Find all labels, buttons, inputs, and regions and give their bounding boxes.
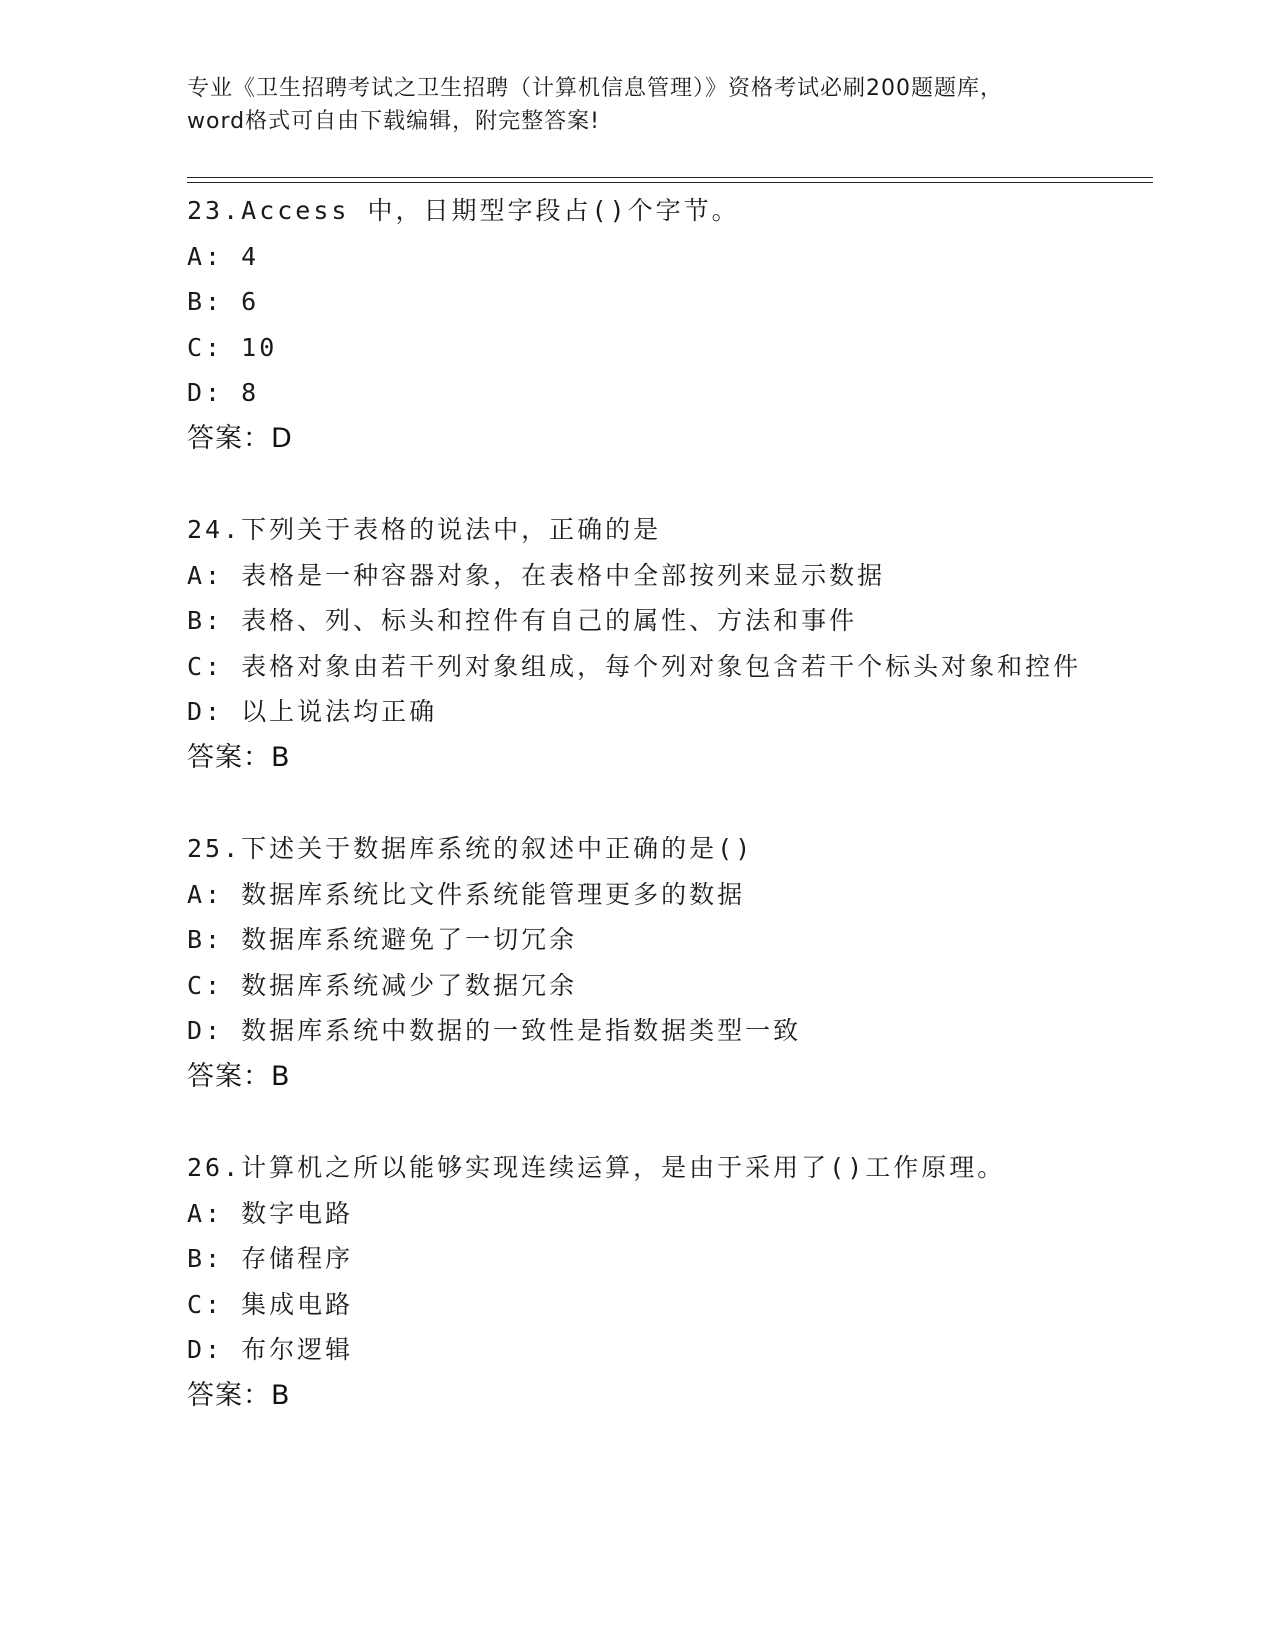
question-stem: 23.Access 中，日期型字段占()个字节。 [187, 196, 740, 225]
question-23 [187, 188, 1087, 461]
question-26 [187, 1145, 1087, 1418]
option-c: C: 数据库系统减少了数据冗余 [187, 970, 578, 1000]
document-header [187, 72, 1087, 138]
answer: 答案：D [187, 422, 293, 454]
option-b: B: 数据库系统避免了一切冗余 [187, 925, 578, 954]
option-a: A: 表格是一种容器对象，在表格中全部按列来显示数据 [187, 560, 886, 590]
header-line-2: word格式可自由下载编辑，附完整答案! [187, 109, 600, 134]
option-d: D: 以上说法均正确 [187, 697, 438, 726]
option-b: B: 6 [187, 287, 260, 316]
option-a: A: 4 [187, 241, 260, 271]
header-divider-bottom [187, 182, 1153, 183]
header-line-1: 专业《卫生招聘考试之卫生招聘（计算机信息管理）》资格考试必刷200题题库， [187, 76, 1003, 101]
answer: 答案：B [187, 1060, 291, 1092]
option-c: C: 10 [187, 332, 278, 362]
question-stem: 26.计算机之所以能够实现连续运算，是由于采用了()工作原理。 [187, 1153, 1006, 1182]
header-divider-top [187, 177, 1153, 178]
option-a: A: 数据库系统比文件系统能管理更多的数据 [187, 879, 746, 909]
option-d: D: 数据库系统中数据的一致性是指数据类型一致 [187, 1016, 802, 1045]
option-d: D: 布尔逻辑 [187, 1335, 354, 1364]
option-d: D: 8 [187, 378, 260, 407]
question-stem: 25.下述关于数据库系统的叙述中正确的是() [187, 834, 754, 863]
question-list [187, 188, 1087, 1464]
option-b: B: 表格、列、标头和控件有自己的属性、方法和事件 [187, 606, 858, 635]
answer: 答案：B [187, 1379, 291, 1411]
question-24 [187, 507, 1087, 780]
option-c: C: 表格对象由若干列对象组成，每个列对象包含若干个标头对象和控件 [187, 651, 1082, 681]
option-c: C: 集成电路 [187, 1289, 354, 1319]
question-stem: 24.下列关于表格的说法中，正确的是 [187, 515, 662, 544]
option-b: B: 存储程序 [187, 1244, 354, 1273]
answer: 答案：B [187, 741, 291, 773]
question-25 [187, 826, 1087, 1099]
option-a: A: 数字电路 [187, 1198, 354, 1228]
